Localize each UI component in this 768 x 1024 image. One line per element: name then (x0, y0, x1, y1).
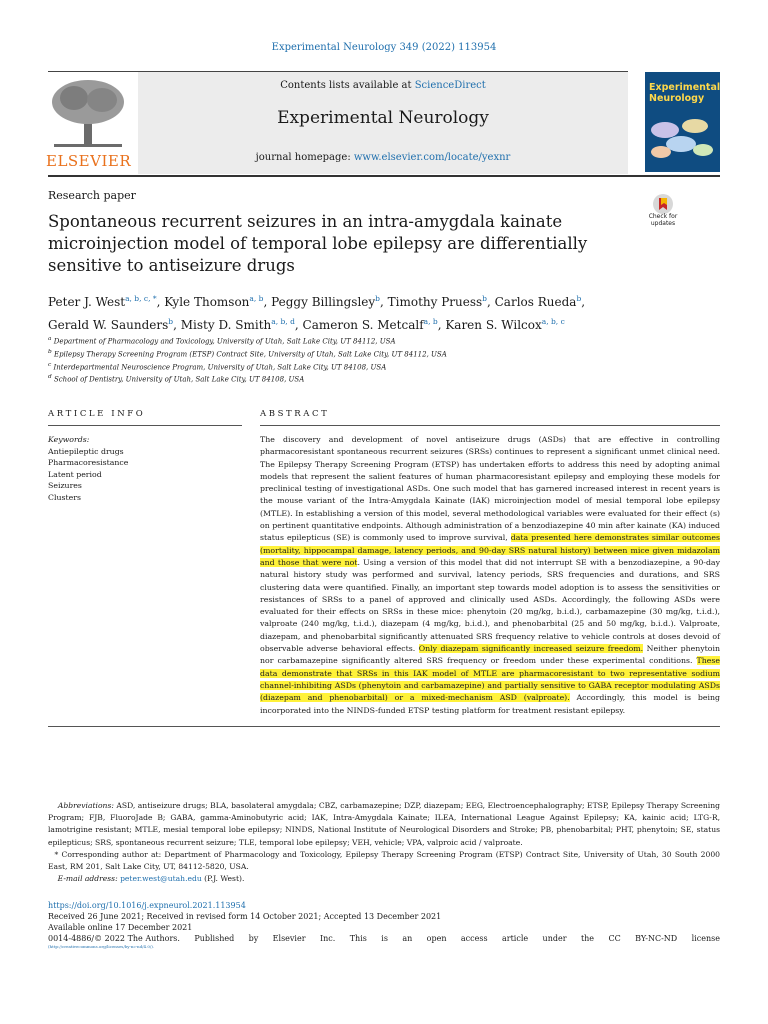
license-line: 0014-4886/© 2022 The Authors. Published by Elsevier Inc. This is an open access article under the CC BY-NC-ND license (48, 934, 720, 943)
affiliation-item: $^a$ Department of Pharmacology and Toxicology, University of Utah, Salt Lake City, UT 84112, USA (48, 336, 396, 346)
cover-title: Experimental Neurology (649, 82, 720, 104)
bookmark-icon (653, 194, 673, 214)
author-list: Peter J. West$^{a, b, c, *}$, Kyle Thomson$^{a, b}$, Peggy Billingsley$^b$, Timothy Pruess$^b$, Carlos Rueda$^b$, Gerald W. Saunders$^b$, Misty D. Smith$^{a, b, d}$, Cameron S. Metcalf$^{a, b}$, Karen S. Wilcox$^{a, b, c}$ (48, 294, 586, 332)
affiliation-item: $^b$ Epilepsy Therapy Screening Program (ETSP) Contract Site, University of Utah, Salt Lake City, UT 84112, USA (48, 348, 447, 359)
author-affiliation-mark[interactable]: b (375, 294, 380, 303)
abbreviations-footnote: Abbreviations: ASD, antiseizure drugs; BLA, basolateral amygdala; CBZ, carbamazepine; DZP, diazepam; EEG, Electroencephalography; ETSP, Epilepsy Therapy Screening Program; FJB, FluoroJade B; GABA, gamma-Aminobutyric acid; IAK, Intra-Amygdala Kainate; ILEA, International League Against Epilepsy; KA, kainic acid; LTG-R, lamotrigine resistant; MTLE, mesial temporal lobe epilepsy; NINDS, National Institute of Neurological Disorders and Stroke; PB, phenobarbital; PHT, phenytoin; SE, status epilepticus; SRS, spontaneous recurrent seizure; TLE, temporal lobe epilepsy; VEH, vehicle; VPA, valproic acid / valproate. (48, 801, 720, 847)
keywords-block (48, 434, 238, 503)
author-name[interactable]: Kyle Thomson (164, 295, 250, 309)
author-name[interactable]: Gerald W. Saunders (48, 318, 169, 332)
check-updates-badge[interactable] (646, 194, 680, 230)
publication-info (48, 900, 720, 950)
keyword-item: Latent period (48, 469, 102, 479)
tree-icon (46, 78, 130, 150)
contents-line (138, 80, 628, 91)
received-dates: Received 26 June 2021; Received in revised form 14 October 2021; Accepted 13 December 2021 (48, 912, 442, 921)
journal-name: Experimental Neurology (277, 108, 489, 128)
keywords-label: Keywords: (48, 435, 90, 444)
highlighted-text: These data demonstrate that SRSs in this IAK model of MTLE are pharmacoresistant to two representative sodium channel-inhibiting ASDs (phenytoin and carbamazepine) and partially sensitive to GABA receptor modulating ASDs (diazepam and phenobarbital) or a mixed-mechanism ASD (valproate). (260, 656, 720, 703)
keyword-item: Clusters (48, 492, 81, 502)
highlighted-text: Only diazepam significantly increased seizure freedom. (418, 644, 644, 654)
abstract-rule (260, 425, 720, 426)
email-footnote: E-mail address: peter.west@utah.edu (P.J. West). (57, 874, 245, 884)
author-affiliation-mark[interactable]: b (576, 294, 582, 303)
article-title: Spontaneous recurrent seizures in an intra-amygdala kainate microinjection model of temporal lobe epilepsy are differentially sensitive to antiseizure drugs (48, 212, 588, 275)
journal-cover-image (645, 72, 720, 172)
article-info-rule (48, 425, 242, 426)
author-affiliation-mark[interactable]: b (168, 317, 174, 326)
homepage-line (138, 152, 628, 163)
sciencedirect-link[interactable]: ScienceDirect (414, 80, 486, 91)
available-date: Available online 17 December 2021 (48, 923, 193, 932)
author-affiliation-mark[interactable]: a, b, c (541, 317, 565, 326)
article-info-heading: ARTICLE INFO (48, 409, 146, 419)
author-name[interactable]: Peggy Billingsley (271, 295, 376, 309)
highlighted-text: data presented here demonstrates similar outcomes (mortality, hippocampal damage, latency periods, and 90-day SRS natural history) between mice given midazolam and those that were not (260, 533, 721, 567)
author-name[interactable]: Timothy Pruess (387, 295, 483, 309)
homepage-link[interactable]: www.elsevier.com/locate/yexnr (353, 152, 511, 163)
journal-citation[interactable]: Experimental Neurology 349 (2022) 113954 (271, 42, 497, 53)
author-affiliation-mark[interactable]: a, b (423, 317, 438, 326)
author-name[interactable]: Karen S. Wilcox (445, 318, 542, 332)
brain-sections-icon (645, 110, 720, 170)
keyword-item: Pharmacoresistance (48, 458, 129, 467)
homepage-prefix: journal homepage: (255, 152, 354, 163)
publisher-name: ELSEVIER (46, 152, 132, 170)
affiliation-item: $^c$ Interdepartmental Neuroscience Program, University of Utah, Salt Lake City, UT 84108, USA (48, 361, 387, 371)
author-affiliation-mark[interactable]: b (482, 294, 487, 303)
check-updates-label: Check for updates (648, 213, 678, 227)
keyword-item: Antiepileptic drugs (48, 446, 124, 456)
author-name[interactable]: Carlos Rueda (494, 295, 577, 309)
abstract-heading: ABSTRACT (260, 409, 330, 419)
doi-link[interactable]: https://doi.org/10.1016/j.expneurol.2021.113954 (48, 901, 246, 910)
keyword-item: Seizures (48, 481, 82, 490)
affiliation-list (48, 334, 668, 385)
header-bottom-rule (48, 175, 720, 177)
author-name[interactable]: Peter J. West (48, 295, 126, 309)
author-affiliation-mark[interactable]: a, b, c, * (125, 294, 157, 303)
abstract-bottom-rule (48, 726, 720, 727)
author-name[interactable]: Cameron S. Metcalf (302, 318, 424, 332)
footnotes (48, 800, 720, 885)
author-affiliation-mark[interactable]: a, b, d (271, 317, 295, 326)
abstract-text: The discovery and development of novel antiseizure drugs (ASDs) that are effective in controlling pharmacoresistant spontaneous recurrent seizures (SRSs) continues to represent a significant unmet clinical need. The Epilepsy Therapy Screening Program (ETSP) has undertaken efforts to address this need by adopting animal models that represent the salient features of human pharmacoresistant epilepsy and employing these models for preclinical testing of investigational ASDs. One such model that has garnered increased interest in recent years is the mouse variant of the Intra-Amygdala Kainate (IAK) microinjection model of mesial temporal lobe epilepsy (MTLE). In establishing a version of this model, several methodological variables were evaluated for their effect (s) on pertinent quantitative endpoints. Although administration of a benzodiazepine 40 min after kainate (KA) induced status epilepticus (SE) is commonly used to improve survival, data presented here demonstrates similar outcomes (mortality, hippocampal damage, latency periods, and 90-day SRS natural history) between mice given midazolam and those that were not. Using a version of this model that did not interrupt SE with a benzodiazepine, a 90-day natural history study was performed and survival, latency periods, SRS frequencies and durations, and SRS clustering data were quantified. Finally, an important step towards model adoption is to assess the sensitivities or resistances of SRSs to a panel of approved and clinically used ASDs. Accordingly, the following ASDs were evaluated for their effects on SRSs in these mice: phenytoin (20 mg/kg, b.i.d.), carbamazepine (30 mg/kg, t.i.d.), valproate (240 mg/kg, t.i.d.), diazepam (4 mg/kg, b.i.d.), and phenobarbital (25 and 50 mg/kg, b.i.d.). Valproate, diazepam, and phenobarbital significantly attenuated SRS frequency relative to vehicle controls at doses devoid of observable adverse behavioral effects. Only diazepam significantly increased seizure freedom. Neither phenytoin nor carbamazepine significantly altered SRS frequency or freedom under these experimental conditions. These data demonstrate that SRSs in this IAK model of MTLE are pharmacoresistant to two representative sodium channel-inhibiting ASDs (phenytoin and carbamazepine) and partially sensitive to GABA receptor modulating ASDs (diazepam and phenobarbital) or a mixed-mechanism ASD (valproate). Accordingly, this model is being incorporated into the NINDS-funded ETSP testing platform for treatment resistant epilepsy. (260, 435, 721, 715)
contents-prefix: Contents lists available at (280, 80, 415, 91)
elsevier-logo (46, 78, 130, 170)
license-url[interactable]: (http://creativecommons.org/licenses/by-nc-nd/4.0/). (48, 944, 155, 949)
corresponding-author-footnote: * Corresponding author at: Department of Pharmacology and Toxicology, Epilepsy Therapy Screening Program (ETSP) Contract Site, University of Utah, 30 South 2000 East, RM 201, Salt Lake City, UT, 84112-5820, USA. (48, 849, 721, 872)
article-type: Research paper (48, 189, 136, 202)
author-name[interactable]: Misty D. Smith (180, 318, 272, 332)
affiliation-item: $^d$ School of Dentistry, University of Utah, Salt Lake City, UT 84108, USA (48, 374, 305, 384)
email-link[interactable]: peter.west@utah.edu (120, 874, 202, 884)
author-affiliation-mark[interactable]: a, b (249, 294, 264, 303)
